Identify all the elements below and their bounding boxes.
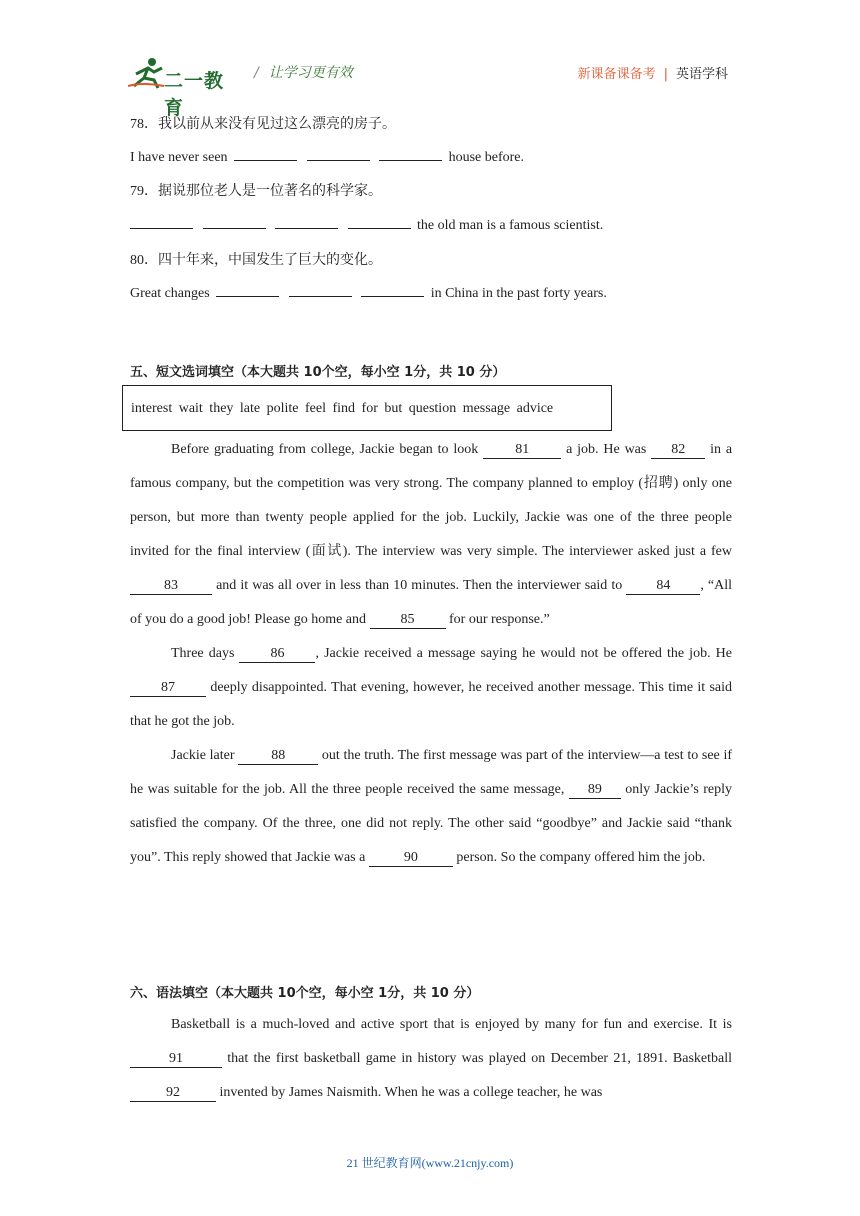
answer-blank[interactable]	[203, 215, 266, 229]
blank-81[interactable]: 81	[483, 442, 561, 459]
passage-text: person. So the company offered him the job.	[456, 850, 706, 865]
answer-blank[interactable]	[234, 147, 297, 161]
blank-90[interactable]: 90	[369, 850, 453, 867]
q80-english	[130, 283, 607, 302]
section5-title: 五、短文选词填空（本大题共 10个空，每小空 1分，共 10 分）	[130, 365, 506, 380]
page-footer[interactable]: 21 世纪教育网(www.21cnjy.com)	[346, 1156, 514, 1170]
answer-blank[interactable]	[289, 283, 352, 297]
runner-icon	[128, 56, 168, 90]
answer-blank[interactable]	[379, 147, 442, 161]
word-bank: interest wait they late polite feel find for but question message advice	[122, 385, 612, 431]
header-separator: |	[663, 67, 668, 82]
passage-text: , “All of you do a good job! Please go home and	[130, 578, 733, 627]
passage-text: and it was all over in less than 10 minutes. Then the interviewer said to	[216, 578, 623, 593]
passage-text: Before graduating from college, Jackie began to look	[171, 442, 479, 457]
passage-text: Three days	[171, 646, 235, 661]
q80-prefix: Great changes	[130, 286, 210, 301]
q79-english	[130, 215, 603, 234]
section6-passage	[130, 1008, 732, 1110]
q78-prefix: I have never seen	[130, 150, 228, 165]
page-header	[128, 52, 732, 119]
blank-92[interactable]: 92	[130, 1085, 216, 1102]
q78-english	[130, 147, 524, 166]
blank-83[interactable]: 83	[130, 578, 212, 595]
q78-chinese: 78．我以前从来没有见过这么漂亮的房子。	[130, 117, 396, 132]
passage-text: Basketball is a much-loved and active sport that is enjoyed by many for fun and exercise. It is	[171, 1017, 732, 1032]
answer-blank[interactable]	[348, 215, 411, 229]
blank-85[interactable]: 85	[370, 612, 446, 629]
passage-text: deeply disappointed. That evening, however, he received another message. This time it said that he got the job.	[130, 680, 733, 729]
passage-text: Jackie later	[171, 748, 235, 763]
logo-text: 二一教育	[164, 70, 225, 119]
passage-text: , Jackie received a message saying he would not be offered the job. He	[315, 646, 732, 661]
answer-blank[interactable]	[361, 283, 424, 297]
blank-84[interactable]: 84	[626, 578, 700, 595]
slogan: / 让学习更有效	[254, 65, 353, 81]
blank-82[interactable]: 82	[651, 442, 705, 459]
q80-suffix: in China in the past forty years.	[430, 286, 607, 301]
passage-text: in a famous company, but the competition was very strong. The company planned to employ (招聘) only one person, but more than twenty people applied for the job. Luckily, Jackie was one of the three people invited for the final interview (面试). The interview was very simple. The interviewer asked just a few	[130, 442, 733, 559]
passage-text: for our response.”	[449, 612, 550, 627]
course-tag: 新课备课备考	[577, 67, 656, 82]
q80-chinese: 80．四十年来，中国发生了巨大的变化。	[130, 253, 382, 268]
passage-paragraph	[130, 739, 732, 875]
answer-blank[interactable]	[130, 215, 193, 229]
blank-89[interactable]: 89	[569, 782, 621, 799]
passage-paragraph	[130, 1008, 732, 1110]
passage-text: invented by James Naismith. When he was a college teacher, he was	[219, 1085, 603, 1100]
passage-text: a job. He was	[566, 442, 647, 457]
subject-tag: 英语学科	[675, 67, 728, 82]
answer-blank[interactable]	[307, 147, 370, 161]
answer-blank[interactable]	[216, 283, 279, 297]
subject-label	[578, 63, 728, 82]
blank-87[interactable]: 87	[130, 680, 206, 697]
q79-suffix: the old man is a famous scientist.	[417, 218, 604, 233]
q78-suffix: house before.	[448, 150, 524, 165]
blank-86[interactable]: 86	[239, 646, 315, 663]
answer-blank[interactable]	[275, 215, 338, 229]
passage-paragraph	[130, 433, 732, 637]
section6-title: 六、语法填空（本大题共 10个空，每小空 1分，共 10 分）	[130, 986, 480, 1001]
passage-paragraph	[130, 637, 732, 739]
blank-88[interactable]: 88	[238, 748, 318, 765]
q79-chinese: 79．据说那位老人是一位著名的科学家。	[130, 184, 382, 199]
slogan-text: 让学习更有效	[268, 65, 353, 81]
passage-text: out the truth. The first message was part of the interview—a test to see if he was suitable for the job. All the three people received the same message,	[130, 748, 733, 797]
passage-text: only Jackie’s reply satisfied the company. Of the three, one did not reply. The other said “goodbye” and Jackie said “thank you”. This reply showed that Jackie was a	[130, 782, 733, 865]
section5-passage	[130, 433, 732, 875]
blank-91[interactable]: 91	[130, 1051, 222, 1068]
passage-text: that the first basketball game in history was played on December 21, 1891. Basketball	[227, 1051, 733, 1066]
brand-logo	[128, 56, 240, 119]
